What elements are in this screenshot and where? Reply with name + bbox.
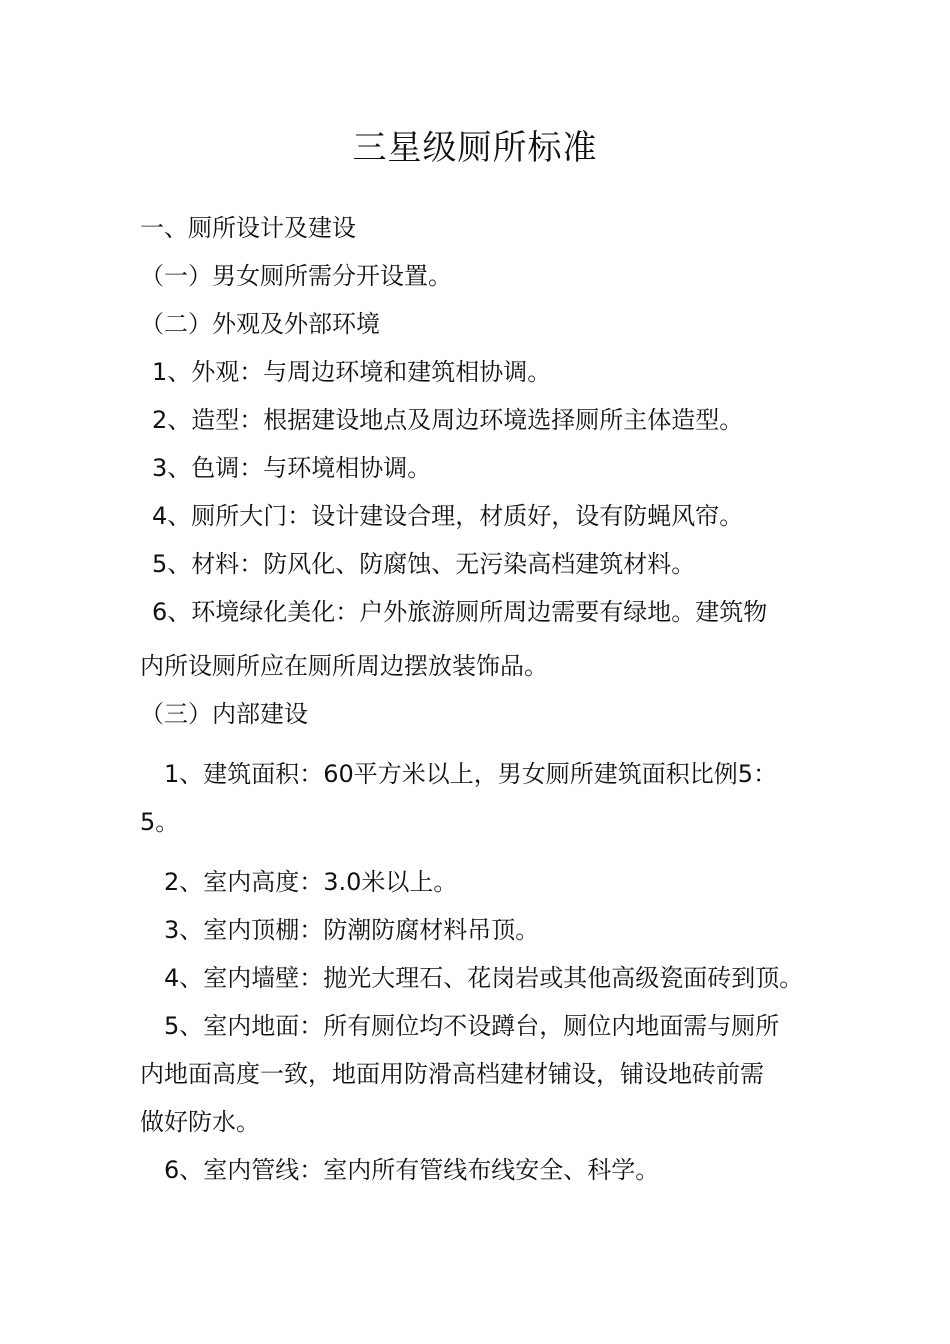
list-item: 1、建筑面积：60平方米以上，男女厕所建筑面积比例5： (164, 760, 778, 788)
section-heading: 一、厕所设计及建设 (140, 214, 356, 242)
list-item: 5、材料：防风化、防腐蚀、无污染高档建筑材料。 (152, 550, 696, 578)
list-item: 2、室内高度：3.0米以上。 (164, 868, 458, 896)
list-item: 1、外观：与周边环境和建筑相协调。 (152, 358, 552, 386)
list-item: 4、室内墙壁：抛光大理石、花岗岩或其他高级瓷面砖到顶。 (164, 964, 804, 992)
document-body (140, 210, 820, 1188)
list-item: 6、环境绿化美化：户外旅游厕所周边需要有绿地。建筑物 (152, 598, 768, 626)
list-item-continuation: 内地面高度一致，地面用防滑高档建材铺设，铺设地砖前需 (140, 1060, 764, 1088)
subsection-heading: （二）外观及外部环境 (140, 310, 380, 338)
page-title: 三星级厕所标准 (352, 128, 598, 168)
subsection-heading: （三）内部建设 (140, 700, 308, 728)
list-item: 5、室内地面：所有厕位均不设蹲台，厕位内地面需与厕所 (164, 1012, 780, 1040)
list-item: 2、造型：根据建设地点及周边环境选择厕所主体造型。 (152, 406, 744, 434)
list-item: 3、室内顶棚：防潮防腐材料吊顶。 (164, 916, 540, 944)
list-item-continuation: 做好防水。 (140, 1108, 260, 1136)
list-item: 4、厕所大门：设计建设合理，材质好，设有防蝇风帘。 (152, 502, 744, 530)
list-item-continuation: 内所设厕所应在厕所周边摆放装饰品。 (140, 652, 548, 680)
list-item: 6、室内管线：室内所有管线布线安全、科学。 (164, 1156, 660, 1184)
subsection-item: （一）男女厕所需分开设置。 (140, 262, 452, 290)
list-item-continuation: 5。 (140, 808, 180, 836)
list-item: 3、色调：与环境相协调。 (152, 454, 432, 482)
